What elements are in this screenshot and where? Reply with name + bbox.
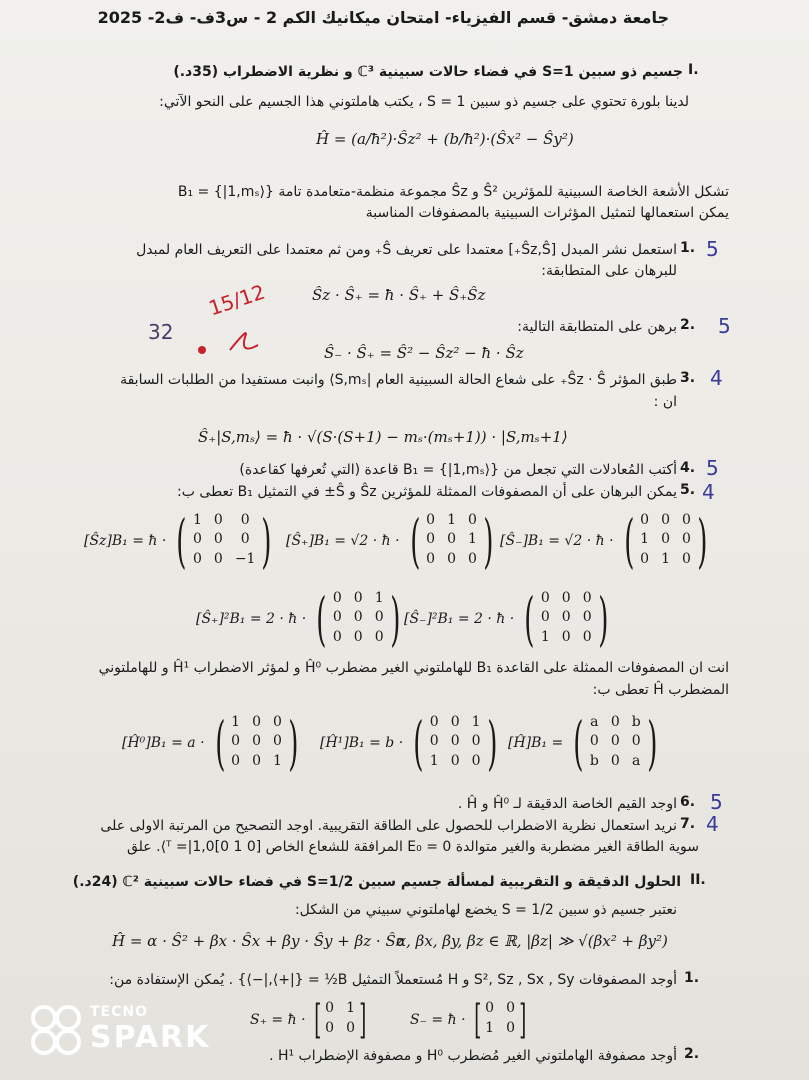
question-text: أوجد مصفوفة الهاملتوني الغير مُضطرب H⁰ و مصفوفة الإضطراب H¹ . — [269, 1048, 677, 1064]
matrix-cell: 0 — [610, 733, 620, 750]
matrix-cell: 0 — [682, 512, 691, 528]
matrix-cell: 0 — [610, 714, 620, 730]
question-text-2: للبرهان على المتطابقة: — [541, 263, 677, 279]
matrix-cell: 0 — [332, 609, 342, 626]
matrix-label: [Ĥ¹]B₁ = b · — [320, 735, 404, 751]
question-number: 3. — [680, 370, 696, 386]
question-number: 1. — [684, 970, 700, 986]
handwritten-fraction: 15/12 — [205, 279, 268, 321]
matrix-cell: 0 — [325, 1020, 335, 1036]
matrix-cell: 0 — [429, 733, 439, 750]
matrix-cell: 0 — [346, 1020, 355, 1036]
question-text: طبق المؤثر Ŝz · Ŝ₊ على شعاع الحالة السبينية العام |S,mₛ⟩ وانبت مستفيدا من الطلبات السابقة — [120, 372, 677, 388]
matrix-cell: 0 — [582, 628, 592, 645]
section-title: جسيم ذو سبين S=1 في فضاء حالات سبينية ℂ³ و نظرية الاضطراب (35د.) — [173, 64, 683, 80]
matrix-cell: 0 — [374, 628, 384, 645]
matrix-cell: 0 — [561, 609, 571, 626]
matrix-cell: 0 — [252, 752, 262, 769]
matrix-cell: 0 — [610, 752, 620, 769]
matrix-cell: 1 — [661, 550, 671, 567]
matrix-label: [Ŝz]B₁ = ħ · — [84, 533, 167, 549]
matrix-cell: 0 — [450, 752, 460, 769]
grade-mark: 4 — [710, 366, 723, 390]
matrix-cell: 0 — [192, 531, 202, 548]
matrix-label: [Ĥ⁰]B₁ = a · — [122, 735, 205, 751]
matrix-grid — [590, 714, 641, 772]
matrix-cell: 0 — [450, 733, 460, 750]
matrix-cell: 1 — [485, 1020, 495, 1036]
matrix-cell: b — [631, 714, 641, 730]
matrix-cell: 0 — [374, 609, 384, 626]
matrix-s-plus: [Ŝ₊]B₁ = √2 · ħ · ( 0 1 0 0 0 1 0 0 0 ) — [286, 507, 494, 575]
section-title: الحلول الدقيقة و التقريبية لمسألة جسيم سبين S=1/2 في فضاء حالات سبينية ℂ² (24د.) — [72, 874, 681, 890]
matrix-cell: 1 — [346, 1000, 355, 1016]
matrix-cell: 0 — [447, 531, 457, 548]
question-number: 6. — [680, 794, 696, 810]
matrix-cell: 0 — [561, 628, 571, 645]
matrix-cell: 0 — [682, 550, 691, 567]
matrix-cell: 1 — [429, 752, 439, 769]
hint-text: انت ان المصفوفات الممثلة على القاعدة B₁ للهاملتوني الغير مضطرب Ĥ⁰ و لمؤثر الاضطراب Ĥ¹ و للهاملتوني — [98, 660, 729, 676]
question-number: 1. — [680, 240, 696, 256]
matrix-cell: 0 — [506, 1000, 515, 1016]
question-equation: Ŝz · Ŝ₊ = ħ · Ŝ₊ + Ŝ₊Ŝz — [312, 286, 486, 304]
question-number: 5. — [680, 482, 696, 498]
matrix-grid — [640, 512, 691, 570]
matrix-grid — [193, 512, 255, 570]
matrix-grid — [325, 1000, 355, 1040]
matrix-cell: 0 — [429, 714, 439, 730]
matrix-h1: [Ĥ¹]B₁ = b · ( 0 0 1 0 0 0 1 0 0 ) — [320, 709, 497, 777]
question-text: اوجد القيم الخاصة الدقيقة لـ Ĥ⁰ و Ĥ . — [457, 796, 677, 812]
question-number: 2. — [680, 317, 696, 333]
matrix-cell: 0 — [426, 550, 436, 567]
section-number: II. — [690, 872, 706, 888]
matrix-cell: 0 — [450, 714, 460, 730]
matrix-cell: 1 — [540, 628, 550, 645]
question-text: استعمل نشر المبدل [Ŝz,Ŝ₊] معتمدا على تعريف Ŝ₊ ومن ثم معتمدا على التعريف العام لمبدل — [136, 242, 677, 258]
matrix-cell: 1 — [231, 714, 241, 730]
hamiltonian-equation: Ĥ = α · Ŝ² + βx · Ŝx + βy · Ŝy + βz · Ŝz — [112, 932, 404, 950]
matrix-cell: 1 — [468, 531, 477, 548]
matrix-cell: 0 — [192, 550, 202, 567]
hint-text-2: المضطرب Ĥ تعطى ب: — [592, 682, 729, 698]
matrix-cell: 0 — [231, 733, 241, 750]
matrix-cell: 0 — [631, 733, 641, 750]
matrix-cell: 0 — [468, 512, 477, 528]
basis-text: تشكل الأشعة الخاصة السبينية للمؤثرين Ŝ² و Ŝz مجموعة منظمة-متعامدة تامة B₁ = {|1,mₛ⟩} — [177, 184, 729, 200]
matrix-s2-minus: S₋ = ħ · [ 0 0 1 0 ] — [410, 997, 527, 1043]
matrix-grid — [333, 590, 384, 648]
question-number: 2. — [684, 1046, 700, 1062]
matrix-cell: 0 — [682, 531, 691, 548]
section-intro: نعتبر جسيم ذو سبين S = 1/2 يخضع لهاملتوني سبيني من الشكل: — [294, 902, 677, 918]
question-text: يمكن البرهان على أن المصفوفات الممثلة للمؤثرين Ŝz و Ŝ± في التمثيل B₁ تعطى ب: — [177, 484, 677, 500]
matrix-cell: 0 — [426, 531, 436, 548]
matrix-cell: 0 — [231, 752, 241, 769]
matrix-s-minus: [Ŝ₋]B₁ = √2 · ħ · ( 0 0 0 1 0 0 0 1 0 ) — [500, 507, 708, 575]
matrix-cell: 0 — [471, 733, 481, 750]
matrix-cell: 0 — [213, 512, 223, 528]
matrix-cell: 0 — [240, 512, 250, 528]
matrix-cell: 0 — [332, 590, 342, 606]
question-text-2: سوية الطاقة الغير مضطربة والغير متوالدة E₀ = 0 المرافقة للشعاع الخاص [0 1 0]ᵀ =|1,0⟩. علق — [127, 839, 699, 855]
watermark-model: SPARK — [90, 1020, 211, 1055]
matrix-s-plus-squared: [Ŝ₊]²B₁ = 2 · ħ · ( 0 0 1 0 0 0 0 0 0 ) — [196, 585, 401, 653]
matrix-cell: 0 — [661, 531, 671, 548]
question-number: 7. — [680, 816, 696, 832]
matrix-sz: [Ŝz]B₁ = ħ · ( 1 0 0 0 0 0 0 0 −1 ) — [84, 507, 272, 575]
basis-text-2: يمكن استعمالها لتمثيل المؤثرات السبينية بالمصفوفات المناسبة — [365, 205, 729, 221]
handwritten-score: 32 — [148, 320, 174, 344]
watermark-brand: TECNO — [90, 1004, 149, 1020]
matrix-cell: 0 — [273, 714, 282, 730]
matrix-cell: 1 — [640, 531, 650, 548]
matrix-label: [Ŝ₋]B₁ = √2 · ħ · — [500, 533, 614, 549]
question-equation: Ŝ₊|S,mₛ⟩ = ħ · √(S·(S+1) − mₛ·(mₛ+1)) · |S,mₛ+1⟩ — [198, 428, 568, 446]
matrix-cell: 1 — [447, 512, 457, 528]
matrix-cell: 0 — [661, 512, 671, 528]
matrix-cell: 0 — [540, 609, 550, 626]
matrix-label: S₋ = ħ · — [410, 1012, 466, 1028]
matrix-h: [Ĥ]B₁ = ( a 0 b 0 0 0 b 0 a ) — [508, 709, 658, 777]
hamiltonian-equation: Ĥ = (a/ħ²)·Ŝz² + (b/ħ²)·(Ŝx² − Ŝy²) — [316, 130, 574, 148]
matrix-label: S₊ = ħ · — [250, 1012, 306, 1028]
section-number: I. — [688, 62, 699, 78]
matrix-label: [Ŝ₊]B₁ = √2 · ħ · — [286, 533, 400, 549]
matrix-cell: 0 — [426, 512, 436, 528]
camera-watermark — [28, 1000, 211, 1062]
matrix-label: [Ŝ₊]²B₁ = 2 · ħ · — [196, 611, 307, 627]
matrix-cell: 1 — [471, 714, 481, 730]
matrix-cell: 0 — [582, 590, 592, 606]
matrix-cell: 1 — [273, 752, 282, 769]
question-text: أوجد المصفوفات S², Sz , Sx , Sy و H مُستعملاً التمثيل B½ = {|+⟩,|−⟩} . يُمكن الإستفادة من: — [109, 972, 677, 988]
matrix-cell: 0 — [213, 531, 223, 548]
question-text: أكتب المُعادلات التي تجعل من B₁ = {|1,mₛ⟩} قاعدة (التي تُعرفها كقاعدة) — [239, 462, 677, 478]
matrix-cell: b — [589, 752, 599, 769]
matrix-cell: 0 — [540, 590, 550, 606]
grade-mark: 4 — [706, 812, 719, 836]
matrix-cell: 0 — [332, 628, 342, 645]
matrix-cell: 1 — [192, 512, 202, 528]
matrix-s2-plus: S₊ = ħ · [ 0 1 0 0 ] — [250, 997, 367, 1043]
matrix-cell: 0 — [252, 714, 262, 730]
matrix-grid — [430, 714, 481, 772]
matrix-cell: 0 — [471, 752, 481, 769]
grade-mark: 5 — [706, 237, 719, 261]
matrix-cell: 0 — [353, 628, 363, 645]
matrix-cell: −1 — [234, 550, 256, 567]
grade-mark: 5 — [710, 790, 723, 814]
matrix-cell: 0 — [485, 1000, 495, 1016]
matrix-cell: 0 — [506, 1020, 515, 1036]
matrix-cell: 0 — [353, 590, 363, 606]
hamiltonian-condition: α, βx, βy, βz ∈ ℝ, |βz| ≫ √(βx² + βy²) — [396, 932, 668, 950]
matrix-cell: 0 — [468, 550, 477, 567]
matrix-cell: 0 — [213, 550, 223, 567]
camera-logo-icon — [28, 1000, 86, 1058]
matrix-cell: 0 — [273, 733, 282, 750]
grade-mark: 5 — [706, 456, 719, 480]
matrix-grid — [231, 714, 282, 772]
grade-mark: 5 — [718, 314, 731, 338]
section-intro: لدينا بلورة تحتوي على جسيم ذو سبين S = 1 ، يكتب هاملتوني هذا الجسيم على النحو الآتي: — [159, 94, 689, 110]
grade-mark: 4 — [702, 480, 715, 504]
matrix-h0: [Ĥ⁰]B₁ = a · ( 1 0 0 0 0 0 0 0 1 ) — [122, 709, 299, 777]
matrix-cell: 0 — [447, 550, 457, 567]
question-number: 4. — [680, 460, 696, 476]
matrix-cell: a — [590, 714, 599, 730]
question-text: نريد استعمال نظرية الاضطراب للحصول على الطاقة التقريبية. اوجد التصحيح من المرتبة الاولى على — [100, 818, 677, 834]
question-equation: Ŝ₋ · Ŝ₊ = Ŝ² − Ŝz² − ħ · Ŝz — [324, 344, 524, 362]
matrix-cell: 0 — [582, 609, 592, 626]
matrix-cell: 0 — [353, 609, 363, 626]
matrix-grid — [485, 1000, 515, 1040]
exam-header: جامعة دمشق- قسم الفيزياء- امتحان ميكانيك الكم 2 - س3ف- ف2- 2025 — [97, 8, 669, 27]
question-text: برهن على المتطابقة التالية: — [517, 319, 677, 335]
matrix-s-minus-squared: [Ŝ₋]²B₁ = 2 · ħ · ( 0 0 0 0 0 0 1 0 0 ) — [404, 585, 609, 653]
matrix-cell: 1 — [374, 590, 384, 606]
matrix-cell: 0 — [589, 733, 599, 750]
matrix-cell: 0 — [325, 1000, 335, 1016]
matrix-cell: 0 — [240, 531, 250, 548]
matrix-grid — [426, 512, 477, 570]
matrix-grid — [541, 590, 592, 648]
question-text-2: ان : — [653, 394, 677, 410]
matrix-cell: 0 — [561, 590, 571, 606]
matrix-cell: a — [632, 752, 641, 769]
matrix-cell: 0 — [640, 550, 650, 567]
matrix-cell: 0 — [252, 733, 262, 750]
matrix-label: [Ĥ]B₁ = — [508, 735, 564, 751]
matrix-label: [Ŝ₋]²B₁ = 2 · ħ · — [404, 611, 515, 627]
red-scribble — [190, 315, 270, 365]
matrix-cell: 0 — [640, 512, 650, 528]
